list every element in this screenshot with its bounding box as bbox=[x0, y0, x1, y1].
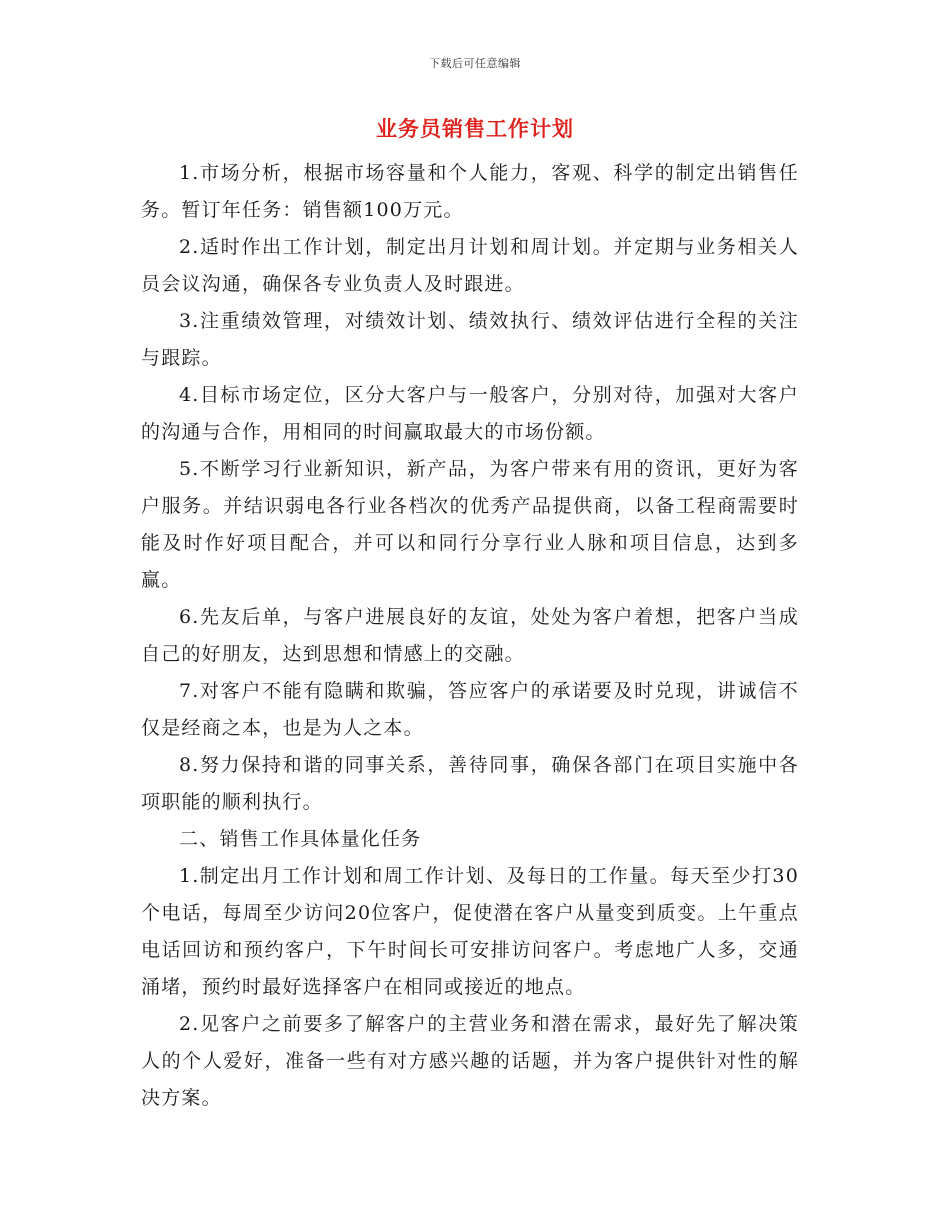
document-body bbox=[141, 155, 799, 1117]
section-heading: 二、销售工作具体量化任务 bbox=[179, 828, 422, 850]
paragraph: 6.先友后单，与客户进展良好的友谊，处处为客户着想，把客户当成自己的好朋友，达到思想和情感上的交融。 bbox=[141, 606, 799, 665]
paragraph: 7.对客户不能有隐瞒和欺骗，答应客户的承诺要及时兑现，讲诚信不仅是经商之本，也是为人之本。 bbox=[141, 680, 799, 739]
document-title: 业务员销售工作计划 bbox=[376, 116, 574, 141]
paragraph: 3.注重绩效管理，对绩效计划、绩效执行、绩效评估进行全程的关注与跟踪。 bbox=[141, 310, 799, 369]
paragraph: 8.努力保持和谐的同事关系，善待同事，确保各部门在项目实施中各项职能的顺利执行。 bbox=[141, 754, 799, 813]
paragraph: 4.目标市场定位，区分大客户与一般客户，分别对待，加强对大客户的沟通与合作，用相同的时间赢取最大的市场份额。 bbox=[141, 384, 799, 443]
paragraph: 1.市场分析，根据市场容量和个人能力，客观、科学的制定出销售任务。暂订年任务：销售额100万元。 bbox=[141, 162, 799, 221]
paragraph: 2.见客户之前要多了解客户的主营业务和潜在需求，最好先了解决策人的个人爱好，准备一些有对方感兴趣的话题，并为客户提供针对性的解决方案。 bbox=[141, 1013, 799, 1109]
paragraph: 1.制定出月工作计划和周工作计划、及每日的工作量。每天至少打30个电话，每周至少访问20位客户，促使潜在客户从量变到质变。上午重点电话回访和预约客户，下午时间长可安排访问客户。考虑地广人多，交通涌堵，预约时最好选择客户在相同或接近的地点。 bbox=[141, 865, 799, 998]
paragraph: 5.不断学习行业新知识，新产品，为客户带来有用的资讯，更好为客户服务。并结识弱电各行业各档次的优秀产品提供商，以备工程商需要时能及时作好项目配合，并可以和同行分享行业人脉和项目信息，达到多赢。 bbox=[141, 458, 799, 591]
header-note: 下载后可任意编辑 bbox=[429, 57, 521, 70]
paragraph: 2.适时作出工作计划，制定出月计划和周计划。并定期与业务相关人员会议沟通，确保各专业负责人及时跟进。 bbox=[141, 236, 799, 295]
